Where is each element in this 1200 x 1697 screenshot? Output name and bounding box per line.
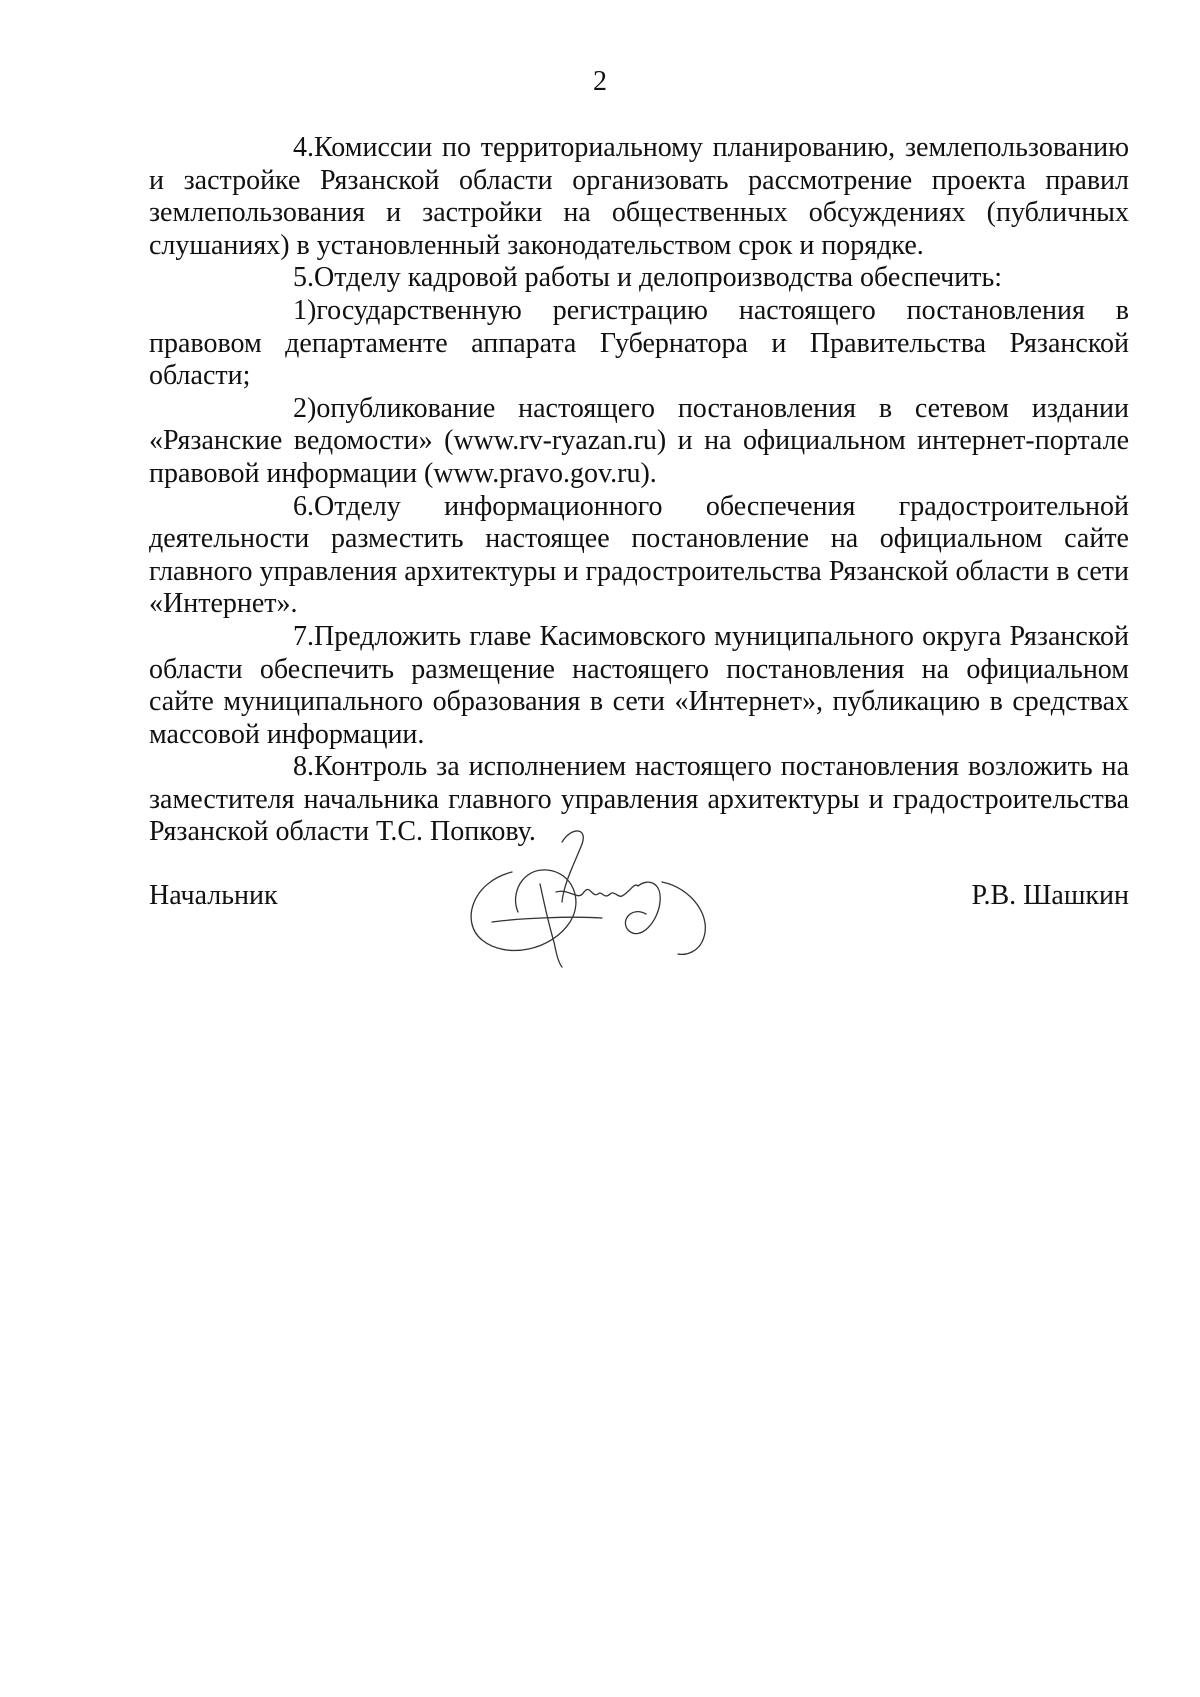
signatory-name: Р.В. Шашкин (971, 880, 1129, 911)
paragraph-number: 4. (293, 132, 314, 163)
paragraph-number: 1) (293, 294, 317, 326)
paragraph-text: Предложить главе Касимовского муниципального округа Рязанской области обеспечить размещение настоящего постановления на официальном сайте муниципального образования в сети «Интернет», публикацию в средствах массовой информации. (149, 620, 1129, 750)
page-number: 2 (593, 66, 607, 97)
paragraph-text: Отделу информационного обеспечения градостроительной деятельности разместить настоящее постановление на официальном сайте главного управления архитектуры и градостроительства Рязанской области в сети «Интернет». (149, 490, 1129, 620)
paragraph-6 (149, 491, 1129, 621)
paragraph-7 (149, 621, 1129, 751)
paragraph-number: 6. (293, 490, 314, 522)
paragraph-4 (149, 132, 1129, 262)
paragraph-text: опубликование настоящего постановления в сетевом издании «Рязанские ведомости» (www.rv-ryazan.ru) и на официальном интернет-портале правовой информации (www.pravo.gov.ru). (149, 392, 1129, 489)
signature-block (149, 880, 1129, 940)
paragraph-text: Комиссии по территориальному планированию, землепользованию и застройке Рязанской области организовать рассмотрение проекта правил землепользования и застройки на общественных обсуждениях (публичных слушаниях) в установленный законодательством срок и порядке. (149, 132, 1129, 261)
subparagraph-2 (149, 393, 1129, 491)
paragraph-number: 7. (293, 620, 314, 652)
document-body (149, 132, 1129, 849)
paragraph-text: Отделу кадровой работы и делопроизводства обеспечить: (314, 262, 1003, 294)
paragraph-text: государственную регистрацию настоящего постановления в правовом департаменте аппарата Губернатора и Правительства Рязанской области; (149, 294, 1129, 392)
paragraph-5 (149, 262, 1129, 295)
paragraph-number: 8. (293, 751, 314, 783)
signatory-title: Начальник (149, 880, 278, 911)
paragraph-text: Контроль за исполнением настоящего постановления возложить на заместителя начальника главного управления архитектуры и градостроительства Рязанской области Т.С. Попкову. (149, 751, 1129, 848)
paragraph-number: 5. (293, 262, 314, 294)
paragraph-number: 2) (293, 392, 317, 424)
subparagraph-1 (149, 295, 1129, 393)
